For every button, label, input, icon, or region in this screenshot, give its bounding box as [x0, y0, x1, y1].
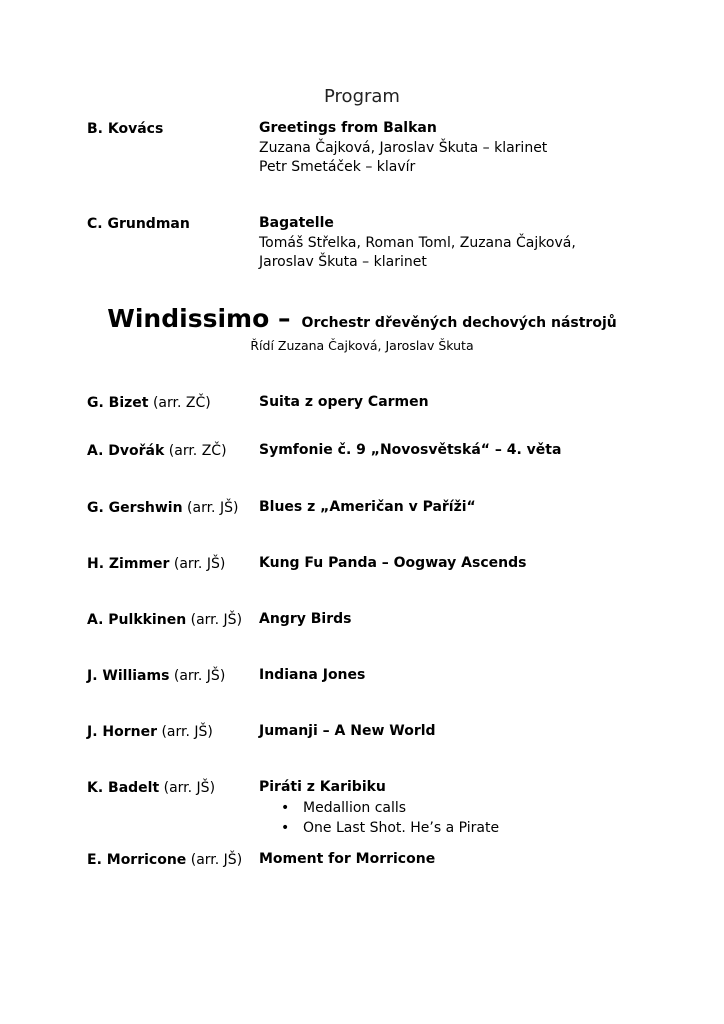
work-entry-grundman: [259, 214, 576, 273]
work-title: Blues z „Američan v Paříži“: [259, 499, 476, 515]
composer-name: K. Badelt: [87, 780, 160, 796]
ensemble-heading: [0, 304, 724, 333]
composer-name: J. Williams: [87, 668, 170, 684]
composer-grundman: [87, 214, 190, 234]
work-entry-gershwin: [259, 498, 476, 518]
arranger: (arr. JŠ): [173, 556, 226, 572]
work-title: Symfonie č. 9 „Novosvětská“ – 4. věta: [259, 442, 562, 458]
composer-horner: [87, 722, 213, 742]
composer-name: B. Kovács: [87, 121, 164, 137]
work-title: Greetings from Balkan: [259, 120, 437, 136]
work-entry-zimmer: [259, 554, 526, 574]
work-title: Moment for Morricone: [259, 851, 436, 867]
arranger: (arr. ZČ): [168, 443, 227, 459]
work-title: Indiana Jones: [259, 667, 366, 683]
ensemble-name: Windissimo –: [107, 304, 291, 333]
composer-zimmer: [87, 554, 225, 574]
arranger: (arr. JŠ): [190, 612, 243, 628]
work-entry-kovacs: [259, 119, 547, 178]
arranger: (arr. JŠ): [190, 852, 243, 868]
composer-dvorak: [87, 441, 227, 461]
composer-name: E. Morricone: [87, 852, 187, 868]
composer-name: G. Gershwin: [87, 500, 183, 516]
composer-name: A. Dvořák: [87, 443, 165, 459]
composer-williams: [87, 666, 225, 686]
composer-bizet: [87, 393, 211, 413]
arranger: (arr. JŠ): [161, 724, 213, 740]
work-entry-williams: [259, 666, 365, 686]
composer-name: H. Zimmer: [87, 556, 170, 572]
performers-line: Petr Smetáček – klavír: [259, 159, 416, 175]
movement-list: [259, 798, 499, 838]
work-entry-bizet: [259, 393, 429, 413]
performers-line: Zuzana Čajková, Jaroslav Škuta – klarinet: [259, 139, 548, 156]
arranger: (arr. JŠ): [187, 500, 239, 516]
composer-name: G. Bizet: [87, 395, 149, 411]
arranger: (arr. JŠ): [173, 668, 226, 684]
work-title: Bagatelle: [259, 215, 334, 231]
arranger: (arr. ZČ): [152, 395, 211, 411]
composer-name: A. Pulkkinen: [87, 612, 187, 628]
list-item: • Medallion calls: [259, 798, 499, 818]
composer-gershwin: [87, 498, 238, 518]
composer-kovacs: [87, 119, 163, 139]
ensemble-conductor: Řídí Zuzana Čajková, Jaroslav Škuta: [250, 338, 474, 353]
work-title: Jumanji – A New World: [259, 723, 436, 739]
arranger: (arr. JŠ): [163, 780, 216, 796]
composer-name: J. Horner: [87, 724, 158, 740]
composer-pulkkinen: [87, 610, 242, 630]
work-title: Angry Birds: [259, 611, 352, 627]
work-entry-horner: [259, 722, 436, 742]
list-item: • One Last Shot. He’s a Pirate: [259, 818, 499, 838]
work-entry-badelt: [259, 778, 499, 838]
performers-line: Jaroslav Škuta – klarinet: [259, 254, 427, 270]
composer-morricone: [87, 850, 242, 870]
composer-name: C. Grundman: [87, 216, 190, 232]
performers-line: Tomáš Střelka, Roman Toml, Zuzana Čajková,: [259, 234, 576, 251]
work-entry-pulkkinen: [259, 610, 351, 630]
work-title: Suita z opery Carmen: [259, 394, 429, 410]
composer-badelt: [87, 778, 215, 798]
work-title: Kung Fu Panda – Oogway Ascends: [259, 555, 527, 571]
ensemble-subtitle: Orchestr dřevěných dechových nástrojů: [301, 315, 617, 331]
work-entry-dvorak: [259, 441, 561, 461]
work-title: Piráti z Karibiku: [259, 779, 386, 795]
work-entry-morricone: [259, 850, 435, 870]
page-title: Program: [324, 86, 400, 107]
